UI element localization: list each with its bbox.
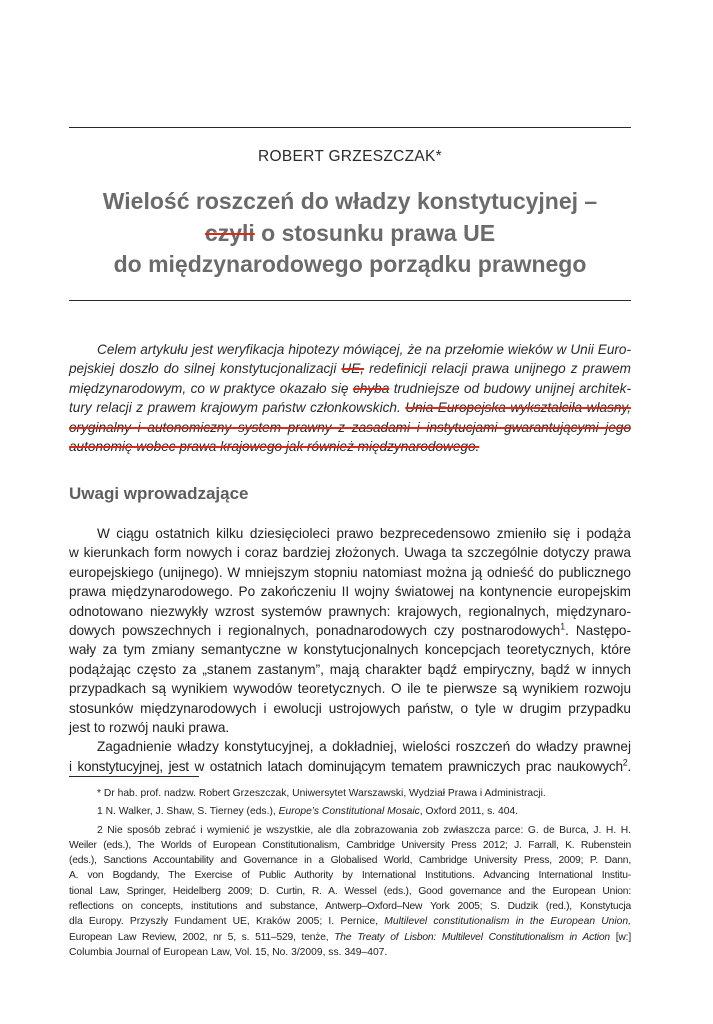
body-text	[69, 524, 631, 776]
footnote-ref: 2	[622, 757, 628, 768]
abstract-line: pejskiej doszło do silnej konstytucjonalizacji UE, redefinicji relacji prawa unijnego z prawem	[69, 361, 631, 377]
footnote-2-line: reflections on concepts, institutions and substance, Antwerp–Oxford–New York 2005; S. Dudzik (red.), Konstytucja	[69, 901, 631, 913]
footnote-2-line: European Law Review, 2002, nr 5, s. 511–529, tenże, The Treaty of Lisbon: Multilevel Constitutionalism in Action [w:]	[69, 931, 631, 943]
footnote-2-line: 2 Nie sposób zebrać i wymienić je wszystkie, ale dla zobrazowania zob zwłaszcza parce: G. de Burca, J. H. H.	[97, 824, 631, 836]
title-line-2-rest: o stosunku prawa UE	[254, 219, 496, 246]
body-line: w kierunkach form nowych i coraz bardziej złożonych. Uwaga ta szczególnie dotyczy prawa	[69, 545, 631, 561]
body-line: przypadkach są wynikiem wywodów teoretycznych. O ile te pierwsze są wynikiem rozwoju	[69, 681, 631, 697]
body-line: i konstytucyjnej, jest w ostatnich latach dominującym tematem prawniczych prac naukowych$^2$.	[69, 757, 631, 774]
struck-text: oryginalny i autonomiczny system prawny z zasadami i instytucjami gwarantującymi jego	[69, 419, 631, 435]
body-line: dowych powszechnych i regionalnych, ponadnarodowych czy postnarodowych$^1$. Następo-	[69, 621, 631, 639]
struck-text: autonomię wobec prawa krajowego jak również międzynarodowego.	[69, 439, 480, 455]
body-line: jest to rozwój nauki prawa.	[69, 720, 230, 736]
body-line: W ciągu ostatnich kilku dziesięcioleci prawo bezprecedensowo zmieniło się i podąża	[97, 526, 631, 541]
body-line: europejskiego (unijnego). W mniejszym stopniu natomiast można ją odnieść do publicznego	[69, 564, 631, 580]
body-line: prawa międzynarodowego. Po zakończeniu II wojny światowej na kontynencie europejskim	[69, 584, 631, 600]
author-name: ROBERT GRZESZCZAK*	[258, 148, 442, 165]
body-line: stosunków międzynarodowych i ewolucji ustrojowych państw, o tyle w drugim przypadku	[69, 700, 631, 716]
footnote-2-line: Weiler (eds.), The Worlds of European Constitutionalism, Cambridge University Press 2012; J. Farrall, K. Rubenstein	[69, 839, 631, 851]
footnote-2-line: tional Law, Springer, Heidelberg 2009; D. Curtin, R. A. Wessel (eds.), Good governance and the European Union:	[69, 885, 631, 897]
footnotes	[69, 786, 631, 960]
body-line: odnotowano niezwykły wzrost systemów prawnych: krajowych, regionalnych, międzynaro-	[69, 603, 631, 619]
footnote-2-line: dla Europy. Przyszły Fundament UE, Kraków 2005; I. Pernice, Multilevel constitutionalism in the European Union,	[69, 916, 631, 928]
footnote-author: * Dr hab. prof. nadzw. Robert Grzeszczak, Uniwersytet Warszawski, Wydział Prawa i Administracji.	[97, 788, 546, 799]
struck-text: chyba	[352, 380, 390, 396]
abstract-line: międzynarodowym, co w praktyce okazało się chyba trudniejsze od budowy unijnej architek-	[69, 380, 631, 396]
article-title	[69, 186, 631, 281]
footnote-rule	[69, 776, 199, 777]
footnote-ref: 1	[560, 621, 566, 632]
abstract-line: Celem artykułu jest weryfikacja hipotezy mówiącej, że na przełomie wieków w Unii Euro-	[97, 342, 631, 357]
footnote-2-line: (eds.), Sanctions Accountability and Governance in a Globalised World, Cambridge University Press, 2009; P. Dann,	[69, 855, 631, 867]
title-bottom-rule	[69, 300, 631, 301]
top-rule	[69, 127, 631, 128]
abstract	[69, 340, 631, 456]
abstract-line	[69, 437, 631, 456]
body-line: Zagadnienie władzy konstytucyjnej, a dokładniej, wielości roszczeń do władzy prawnej	[97, 739, 631, 755]
body-line: wały za tym zmiany semantyczne w konstytucjonalnych koncepcjach teoretycznych, które	[69, 642, 631, 658]
title-line-1: Wielość roszczeń do władzy konstytucyjnej –	[102, 188, 598, 214]
title-line-3: do międzynarodowego porządku prawnego	[113, 251, 587, 277]
abstract-line	[69, 418, 631, 437]
struck-text: Unia Europejska wykształciła własny,	[405, 400, 631, 416]
section-heading: Uwagi wprowadzające	[69, 484, 249, 503]
struck-text: UE,	[341, 361, 365, 377]
footnote-1: 1 N. Walker, J. Shaw, S. Tierney (eds.), Europe’s Constitutional Mosaic, Oxford 2011, s. 404.	[97, 806, 519, 818]
footnote-2-line: Columbia Journal of European Law, Vol. 15, No. 3/2009, ss. 349–407.	[69, 946, 388, 958]
footnote-2-line: A. von Bogdandy, The Exercise of Public Authority by International Institutions. Advancing International Institu-	[69, 870, 631, 882]
title-struck-word: czyli	[204, 219, 255, 246]
abstract-line: tury relacji z prawem krajowym państw członkowskich. Unia Europejska wykształciła własny,	[69, 400, 631, 416]
title-line-2	[69, 218, 631, 250]
body-line: podążając często za „stanem zastanym”, mają charakter bądź empiryczny, bądź w innych	[69, 661, 631, 677]
